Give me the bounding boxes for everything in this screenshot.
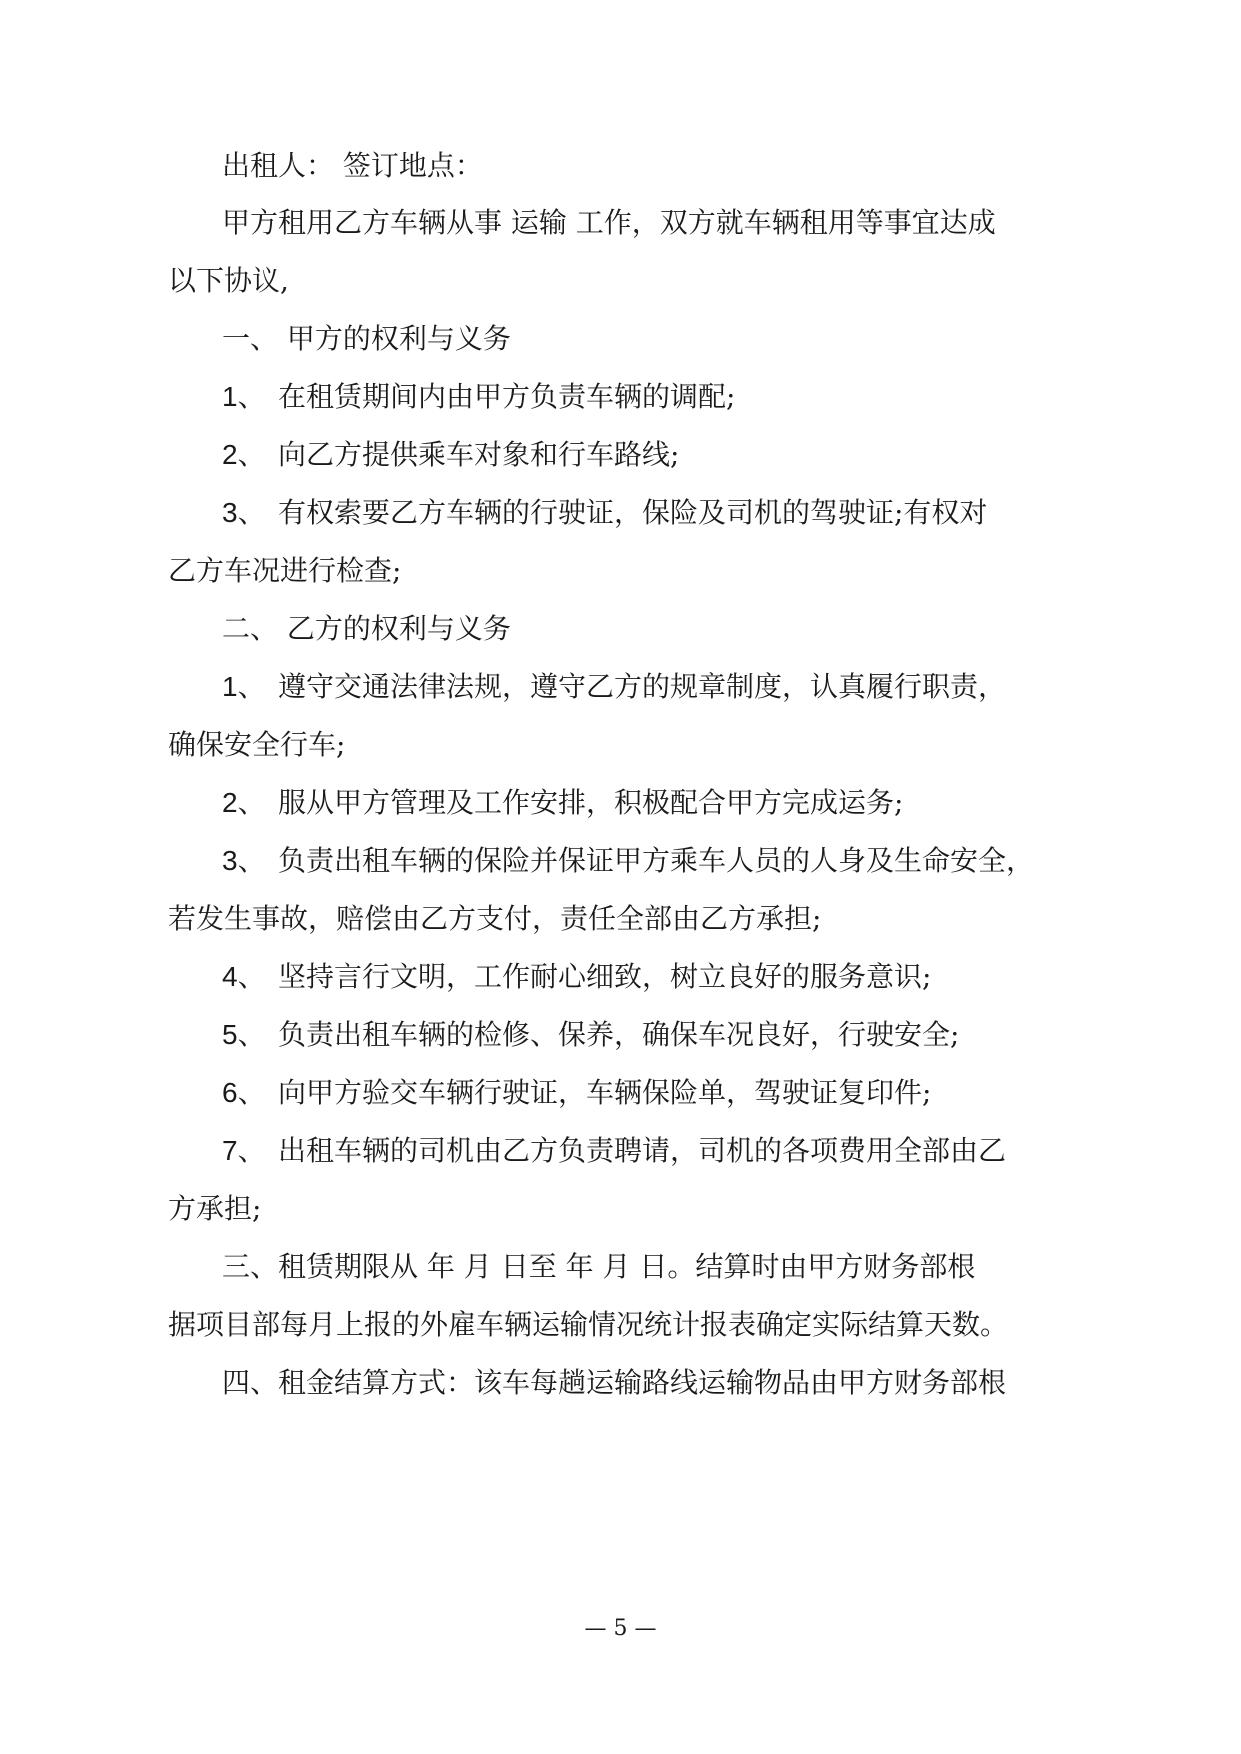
list-item-b6: 6、 向甲方验交车辆行驶证，车辆保险单，驾驶证复印件;	[222, 1076, 932, 1109]
list-item-b3: 3、 负责出租车辆的保险并保证甲方乘车人员的人身及生命安全，	[222, 844, 1035, 877]
section-heading-party-a: 一、 甲方的权利与义务	[222, 322, 511, 355]
list-item-a3-cont: 乙方车况进行检查;	[168, 554, 402, 587]
line-lessor-signing-place: 出租人： 签订地点：	[222, 149, 483, 182]
list-item-b1: 1、 遵守交通法律法规，遵守乙方的规章制度，认真履行职责，	[222, 670, 1007, 703]
list-item-b3-cont: 若发生事故，赔偿由乙方支付，责任全部由乙方承担;	[168, 902, 822, 935]
line-intro: 甲方租用乙方车辆从事 运输 工作，双方就车辆租用等事宜达成	[222, 206, 996, 239]
list-item-b2: 2、 服从甲方管理及工作安排，积极配合甲方完成运务;	[222, 786, 904, 819]
line-intro-cont: 以下协议,	[168, 264, 289, 297]
list-item-a1: 1、 在租赁期间内由甲方负责车辆的调配;	[222, 380, 736, 413]
list-item-a3: 3、 有权索要乙方车辆的行驶证，保险及司机的驾驶证;有权对	[222, 496, 988, 529]
list-item-b7-cont: 方承担;	[168, 1192, 262, 1225]
section-lease-term-cont: 据项目部每月上报的外雇车辆运输情况统计报表确定实际结算天数。	[168, 1308, 1009, 1341]
list-item-b5: 5、 负责出租车辆的检修、保养，确保车况良好，行驶安全;	[222, 1018, 960, 1051]
list-item-b4: 4、 坚持言行文明，工作耐心细致，树立良好的服务意识;	[222, 960, 932, 993]
list-item-a2: 2、 向乙方提供乘车对象和行车路线;	[222, 438, 680, 471]
page-number: — 5 —	[584, 1616, 657, 1641]
section-rent-settlement: 四、租金结算方式：该车每趟运输路线运输物品由甲方财务部根	[222, 1366, 1007, 1399]
section-heading-party-b: 二、 乙方的权利与义务	[222, 612, 511, 645]
list-item-b1-cont: 确保安全行车;	[168, 728, 346, 761]
list-item-b7: 7、 出租车辆的司机由乙方负责聘请，司机的各项费用全部由乙	[222, 1134, 1007, 1167]
section-lease-term: 三、租赁期限从 年 月 日至 年 月 日。结算时由甲方财务部根	[222, 1250, 976, 1283]
